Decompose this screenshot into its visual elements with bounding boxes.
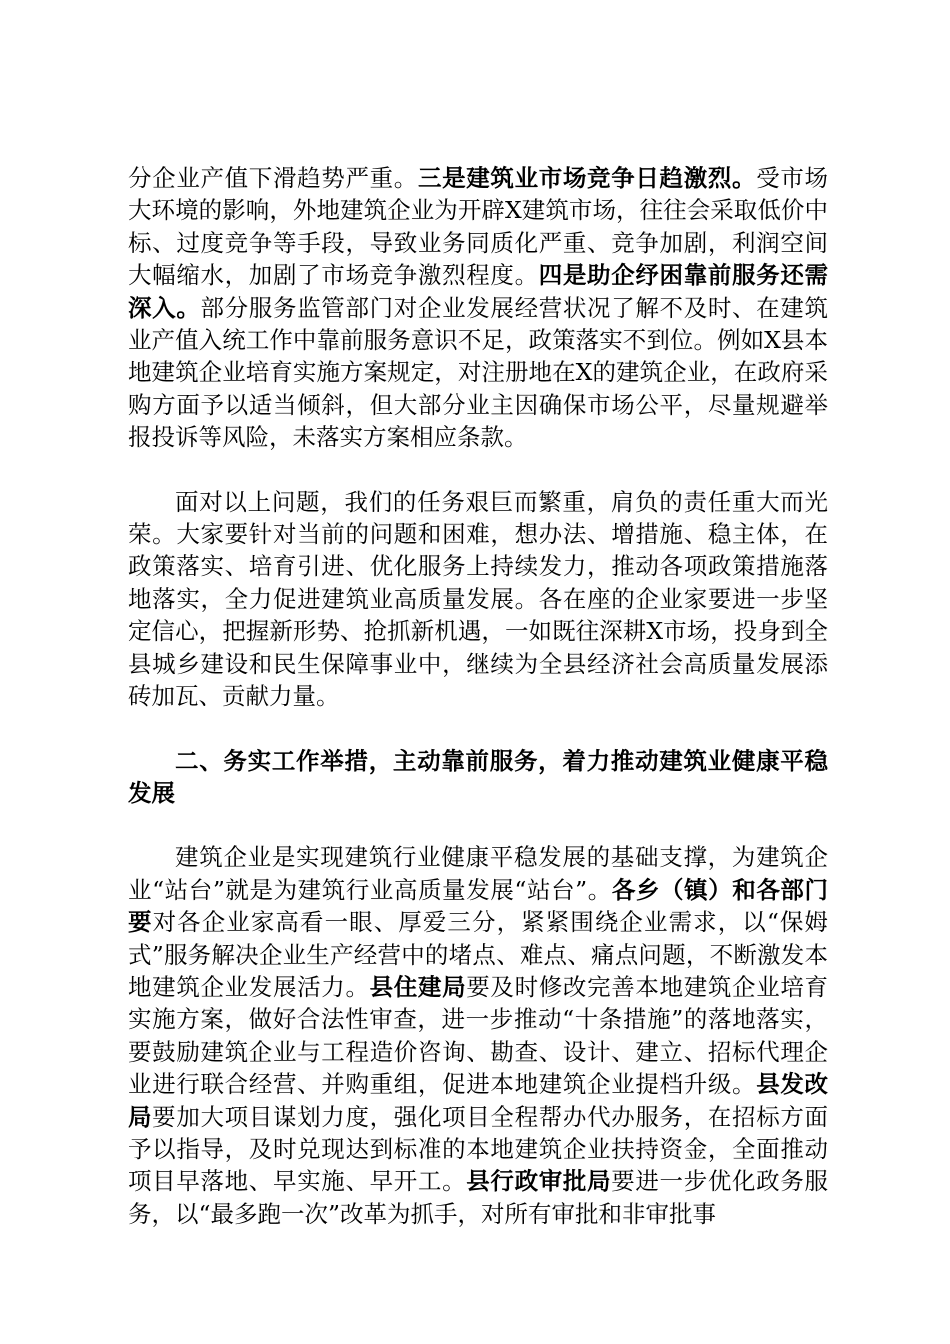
section-heading: 二、务实工作举措，主动靠前服务，着力推动建筑业健康平稳发展	[128, 746, 828, 807]
bold-development-reform-bureau: 县发改局	[128, 1070, 829, 1131]
bold-point-four: 四是助企纾困靠前服务还需深入。	[128, 261, 829, 322]
paragraph-problems	[128, 162, 828, 454]
text-run: 要进一步优化政务服务，以“最多跑一次”改革为抓手，对所有审批和非审批事	[128, 1167, 829, 1228]
paragraph-gap	[128, 454, 828, 486]
text-run: 要加大项目谋划力度，强化项目全程帮办代办服务，在招标方面予以指导，及时兑现达到标准的本地建筑企业扶持资金，全面推动项目早落地、早实施、早开工。	[128, 1102, 829, 1196]
paragraph-gap	[128, 809, 828, 841]
document-body	[128, 162, 828, 1230]
bold-housing-bureau: 县住建局	[369, 972, 467, 1001]
text-run: 分企业产值下滑趋势严重。	[128, 164, 418, 192]
paragraph-gap	[128, 713, 828, 745]
bold-townships-departments: 各乡（镇）和各部门要	[128, 875, 828, 937]
text-run: 要及时修改完善本地建筑企业培育实施方案，做好合法性审查，进一步推动“十条措施”的落地落实，要鼓励建筑企业与工程造价咨询、勘查、设计、建立、招标代理企业进行联合经营、并购重组，促进本地建筑企业提档升级。	[128, 972, 829, 1099]
paragraph-measures	[128, 841, 828, 1230]
paragraph-call-to-action: 面对以上问题，我们的任务艰巨而繁重，肩负的责任重大而光荣。大家要针对当前的问题和困难，想办法、增措施、稳主体，在政策落实、培育引进、优化服务上持续发力，推动各项政策措施落地落实，全力促进建筑业高质量发展。各在座的企业家要进一步坚定信心，把握新形势、抢抓新机遇，一如既往深耕X市场，投身到全县城乡建设和民生保障事业中，继续为全县经济社会高质量发展添砖加瓦、贡献力量。	[128, 487, 828, 711]
text-run: 建筑企业是实现建筑行业健康平稳发展的基础支撑，为建筑企业“站台”就是为建筑行业高质量发展“站台”。	[128, 843, 828, 904]
text-run: 受市场大环境的影响，外地建筑企业为开辟X建筑市场，往往会采取低价中标、过度竞争等手段，导致业务同质化严重、竞争加剧，利润空间大幅缩水，加剧了市场竞争激烈程度。	[128, 164, 829, 290]
text-run: 对各企业家高看一眼、厚爱三分，紧紧围绕企业需求，以“保姆式”服务解决企业生产经营中的堵点、难点、痛点问题，不断激发本地建筑企业发展活力。	[128, 908, 829, 1001]
bold-administrative-approval-bureau: 县行政审批局	[466, 1167, 612, 1196]
bold-point-three: 三是建筑业市场竞争日趋激烈。	[417, 164, 757, 192]
text-run: 部分服务监管部门对企业发展经营状况了解不及时、在建筑业产值入统工作中靠前服务意识不足，政策落实不到位。例如X县本地建筑企业培育实施方案规定，对注册地在X的建筑企业，在政府采购方面予以适当倾斜，但大部分业主因确保市场公平，尽量规避举报投诉等风险，未落实方案相应条款。	[128, 293, 829, 452]
